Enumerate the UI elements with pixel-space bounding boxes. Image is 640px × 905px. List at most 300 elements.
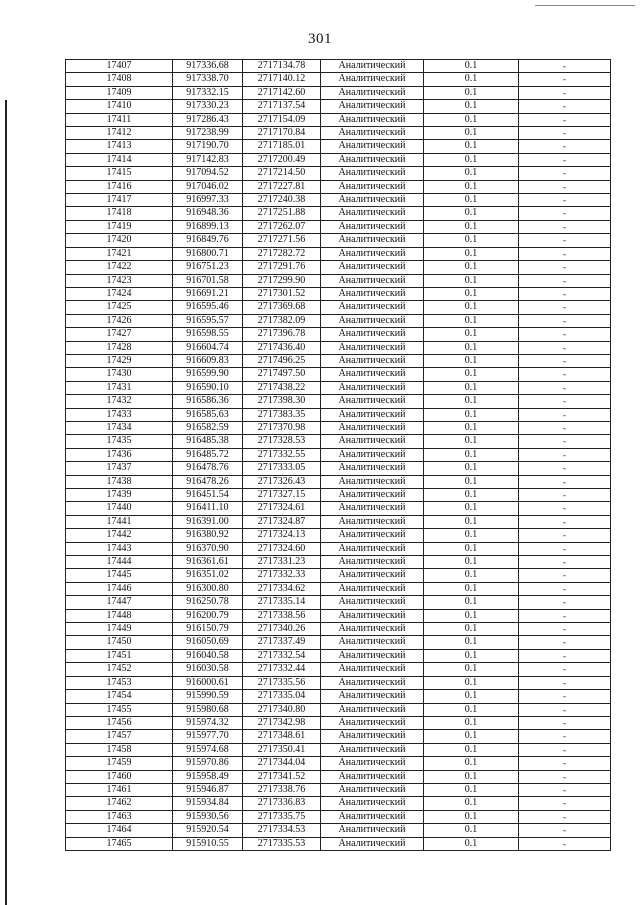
table-row	[66, 140, 611, 153]
point-number-cell: 17458	[66, 743, 173, 756]
point-number-cell: 17407	[66, 60, 173, 73]
y-coordinate-cell: 2717383.35	[243, 408, 321, 421]
point-number-cell: 17417	[66, 194, 173, 207]
point-number-cell: 17429	[66, 354, 173, 367]
y-coordinate-cell: 2717497.50	[243, 368, 321, 381]
x-coordinate-cell: 916899.13	[173, 220, 243, 233]
x-coordinate-cell: 917332.15	[173, 86, 243, 99]
accuracy-cell: 0.1	[424, 408, 519, 421]
point-number-cell: 17423	[66, 274, 173, 287]
coordinates-table	[65, 59, 611, 851]
accuracy-cell: 0.1	[424, 301, 519, 314]
note-cell: -	[519, 542, 611, 555]
note-cell: -	[519, 234, 611, 247]
table-row	[66, 824, 611, 837]
accuracy-cell: 0.1	[424, 783, 519, 796]
y-coordinate-cell: 2717338.56	[243, 609, 321, 622]
y-coordinate-cell: 2717398.30	[243, 395, 321, 408]
point-number-cell: 17411	[66, 113, 173, 126]
note-cell: -	[519, 341, 611, 354]
accuracy-cell: 0.1	[424, 743, 519, 756]
x-coordinate-cell: 916586.36	[173, 395, 243, 408]
y-coordinate-cell: 2717301.52	[243, 287, 321, 300]
note-cell: -	[519, 274, 611, 287]
y-coordinate-cell: 2717338.76	[243, 783, 321, 796]
accuracy-cell: 0.1	[424, 73, 519, 86]
x-coordinate-cell: 916351.02	[173, 569, 243, 582]
point-number-cell: 17435	[66, 435, 173, 448]
x-coordinate-cell: 916200.79	[173, 609, 243, 622]
table-row	[66, 542, 611, 555]
x-coordinate-cell: 916595.46	[173, 301, 243, 314]
y-coordinate-cell: 2717335.75	[243, 810, 321, 823]
method-cell: Аналитический	[321, 783, 424, 796]
table-row	[66, 582, 611, 595]
method-cell: Аналитический	[321, 140, 424, 153]
x-coordinate-cell: 915974.32	[173, 716, 243, 729]
point-number-cell: 17409	[66, 86, 173, 99]
table-row	[66, 462, 611, 475]
note-cell: -	[519, 220, 611, 233]
y-coordinate-cell: 2717344.04	[243, 757, 321, 770]
left-margin-mark	[5, 100, 7, 905]
table-row	[66, 261, 611, 274]
accuracy-cell: 0.1	[424, 569, 519, 582]
x-coordinate-cell: 916599.90	[173, 368, 243, 381]
note-cell: -	[519, 180, 611, 193]
x-coordinate-cell: 916040.58	[173, 649, 243, 662]
point-number-cell: 17461	[66, 783, 173, 796]
accuracy-cell: 0.1	[424, 448, 519, 461]
y-coordinate-cell: 2717324.87	[243, 515, 321, 528]
method-cell: Аналитический	[321, 301, 424, 314]
accuracy-cell: 0.1	[424, 757, 519, 770]
note-cell: -	[519, 596, 611, 609]
note-cell: -	[519, 354, 611, 367]
table-row	[66, 274, 611, 287]
note-cell: -	[519, 448, 611, 461]
method-cell: Аналитический	[321, 569, 424, 582]
method-cell: Аналитический	[321, 502, 424, 515]
note-cell: -	[519, 502, 611, 515]
method-cell: Аналитический	[321, 207, 424, 220]
point-number-cell: 17424	[66, 287, 173, 300]
x-coordinate-cell: 916411.10	[173, 502, 243, 515]
note-cell: -	[519, 261, 611, 274]
method-cell: Аналитический	[321, 690, 424, 703]
x-coordinate-cell: 915970.86	[173, 757, 243, 770]
x-coordinate-cell: 917336.68	[173, 60, 243, 73]
table-row	[66, 596, 611, 609]
x-coordinate-cell: 916701.58	[173, 274, 243, 287]
point-number-cell: 17457	[66, 730, 173, 743]
accuracy-cell: 0.1	[424, 261, 519, 274]
y-coordinate-cell: 2717340.80	[243, 703, 321, 716]
point-number-cell: 17422	[66, 261, 173, 274]
point-number-cell: 17447	[66, 596, 173, 609]
accuracy-cell: 0.1	[424, 716, 519, 729]
y-coordinate-cell: 2717227.81	[243, 180, 321, 193]
method-cell: Аналитический	[321, 636, 424, 649]
x-coordinate-cell: 915990.59	[173, 690, 243, 703]
x-coordinate-cell: 917330.23	[173, 100, 243, 113]
note-cell: -	[519, 690, 611, 703]
method-cell: Аналитический	[321, 743, 424, 756]
table-row	[66, 810, 611, 823]
method-cell: Аналитический	[321, 462, 424, 475]
method-cell: Аналитический	[321, 475, 424, 488]
method-cell: Аналитический	[321, 127, 424, 140]
table-row	[66, 328, 611, 341]
accuracy-cell: 0.1	[424, 194, 519, 207]
x-coordinate-cell: 916300.80	[173, 582, 243, 595]
y-coordinate-cell: 2717332.44	[243, 663, 321, 676]
y-coordinate-cell: 2717140.12	[243, 73, 321, 86]
method-cell: Аналитический	[321, 247, 424, 260]
method-cell: Аналитический	[321, 234, 424, 247]
table-row	[66, 180, 611, 193]
table-row	[66, 609, 611, 622]
y-coordinate-cell: 2717334.62	[243, 582, 321, 595]
accuracy-cell: 0.1	[424, 502, 519, 515]
x-coordinate-cell: 916000.61	[173, 676, 243, 689]
x-coordinate-cell: 916582.59	[173, 421, 243, 434]
point-number-cell: 17419	[66, 220, 173, 233]
table-row	[66, 435, 611, 448]
method-cell: Аналитический	[321, 663, 424, 676]
table-row	[66, 783, 611, 796]
page-number: 301	[308, 31, 332, 47]
note-cell: -	[519, 730, 611, 743]
point-number-cell: 17414	[66, 153, 173, 166]
x-coordinate-cell: 916478.26	[173, 475, 243, 488]
table-row	[66, 194, 611, 207]
point-number-cell: 17454	[66, 690, 173, 703]
note-cell: -	[519, 703, 611, 716]
x-coordinate-cell: 915920.54	[173, 824, 243, 837]
note-cell: -	[519, 100, 611, 113]
method-cell: Аналитический	[321, 649, 424, 662]
note-cell: -	[519, 328, 611, 341]
point-number-cell: 17420	[66, 234, 173, 247]
method-cell: Аналитический	[321, 703, 424, 716]
accuracy-cell: 0.1	[424, 703, 519, 716]
method-cell: Аналитический	[321, 609, 424, 622]
point-number-cell: 17412	[66, 127, 173, 140]
table-row	[66, 100, 611, 113]
y-coordinate-cell: 2717335.04	[243, 690, 321, 703]
point-number-cell: 17456	[66, 716, 173, 729]
method-cell: Аналитический	[321, 113, 424, 126]
accuracy-cell: 0.1	[424, 328, 519, 341]
method-cell: Аналитический	[321, 368, 424, 381]
table-row	[66, 730, 611, 743]
table-row	[66, 757, 611, 770]
note-cell: -	[519, 475, 611, 488]
accuracy-cell: 0.1	[424, 341, 519, 354]
method-cell: Аналитический	[321, 194, 424, 207]
point-number-cell: 17452	[66, 663, 173, 676]
accuracy-cell: 0.1	[424, 100, 519, 113]
method-cell: Аналитический	[321, 448, 424, 461]
table-row	[66, 529, 611, 542]
table-row	[66, 703, 611, 716]
y-coordinate-cell: 2717335.53	[243, 837, 321, 850]
method-cell: Аналитический	[321, 274, 424, 287]
method-cell: Аналитический	[321, 408, 424, 421]
accuracy-cell: 0.1	[424, 730, 519, 743]
table-row	[66, 247, 611, 260]
note-cell: -	[519, 153, 611, 166]
accuracy-cell: 0.1	[424, 274, 519, 287]
method-cell: Аналитический	[321, 582, 424, 595]
y-coordinate-cell: 2717396.78	[243, 328, 321, 341]
table-row	[66, 636, 611, 649]
accuracy-cell: 0.1	[424, 824, 519, 837]
note-cell: -	[519, 462, 611, 475]
method-cell: Аналитический	[321, 73, 424, 86]
accuracy-cell: 0.1	[424, 180, 519, 193]
table-row	[66, 797, 611, 810]
y-coordinate-cell: 2717134.78	[243, 60, 321, 73]
note-cell: -	[519, 569, 611, 582]
note-cell: -	[519, 60, 611, 73]
method-cell: Аналитический	[321, 180, 424, 193]
accuracy-cell: 0.1	[424, 596, 519, 609]
point-number-cell: 17430	[66, 368, 173, 381]
point-number-cell: 17416	[66, 180, 173, 193]
accuracy-cell: 0.1	[424, 140, 519, 153]
table-row	[66, 716, 611, 729]
table-body	[66, 60, 611, 851]
y-coordinate-cell: 2717332.54	[243, 649, 321, 662]
point-number-cell: 17425	[66, 301, 173, 314]
x-coordinate-cell: 916598.55	[173, 328, 243, 341]
table-row	[66, 676, 611, 689]
accuracy-cell: 0.1	[424, 60, 519, 73]
point-number-cell: 17459	[66, 757, 173, 770]
point-number-cell: 17444	[66, 556, 173, 569]
point-number-cell: 17465	[66, 837, 173, 850]
accuracy-cell: 0.1	[424, 529, 519, 542]
table-row	[66, 502, 611, 515]
y-coordinate-cell: 2717262.07	[243, 220, 321, 233]
x-coordinate-cell: 915977.70	[173, 730, 243, 743]
accuracy-cell: 0.1	[424, 368, 519, 381]
table-row	[66, 341, 611, 354]
x-coordinate-cell: 915958.49	[173, 770, 243, 783]
table-row	[66, 489, 611, 502]
point-number-cell: 17451	[66, 649, 173, 662]
table-row	[66, 395, 611, 408]
y-coordinate-cell: 2717370.98	[243, 421, 321, 434]
y-coordinate-cell: 2717251.88	[243, 207, 321, 220]
point-number-cell: 17439	[66, 489, 173, 502]
note-cell: -	[519, 167, 611, 180]
note-cell: -	[519, 529, 611, 542]
table-row	[66, 314, 611, 327]
y-coordinate-cell: 2717154.09	[243, 113, 321, 126]
point-number-cell: 17408	[66, 73, 173, 86]
point-number-cell: 17441	[66, 515, 173, 528]
table-row	[66, 354, 611, 367]
x-coordinate-cell: 916585.63	[173, 408, 243, 421]
point-number-cell: 17434	[66, 421, 173, 434]
method-cell: Аналитический	[321, 435, 424, 448]
x-coordinate-cell: 917238.99	[173, 127, 243, 140]
accuracy-cell: 0.1	[424, 690, 519, 703]
y-coordinate-cell: 2717331.23	[243, 556, 321, 569]
method-cell: Аналитический	[321, 354, 424, 367]
point-number-cell: 17460	[66, 770, 173, 783]
note-cell: -	[519, 649, 611, 662]
y-coordinate-cell: 2717291.76	[243, 261, 321, 274]
x-coordinate-cell: 917094.52	[173, 167, 243, 180]
accuracy-cell: 0.1	[424, 207, 519, 220]
y-coordinate-cell: 2717271.56	[243, 234, 321, 247]
accuracy-cell: 0.1	[424, 287, 519, 300]
point-number-cell: 17446	[66, 582, 173, 595]
table-row	[66, 220, 611, 233]
table-row	[66, 475, 611, 488]
method-cell: Аналитический	[321, 167, 424, 180]
accuracy-cell: 0.1	[424, 556, 519, 569]
point-number-cell: 17436	[66, 448, 173, 461]
y-coordinate-cell: 2717382.09	[243, 314, 321, 327]
x-coordinate-cell: 917142.83	[173, 153, 243, 166]
point-number-cell: 17453	[66, 676, 173, 689]
x-coordinate-cell: 916370.90	[173, 542, 243, 555]
x-coordinate-cell: 916604.74	[173, 341, 243, 354]
y-coordinate-cell: 2717438.22	[243, 381, 321, 394]
point-number-cell: 17437	[66, 462, 173, 475]
table-row	[66, 113, 611, 126]
note-cell: -	[519, 556, 611, 569]
table-row	[66, 663, 611, 676]
note-cell: -	[519, 287, 611, 300]
method-cell: Аналитический	[321, 515, 424, 528]
table-row	[66, 86, 611, 99]
method-cell: Аналитический	[321, 261, 424, 274]
accuracy-cell: 0.1	[424, 475, 519, 488]
table-row	[66, 234, 611, 247]
x-coordinate-cell: 916948.36	[173, 207, 243, 220]
table-row	[66, 153, 611, 166]
y-coordinate-cell: 2717335.14	[243, 596, 321, 609]
y-coordinate-cell: 2717170.84	[243, 127, 321, 140]
table-row	[66, 60, 611, 73]
y-coordinate-cell: 2717324.60	[243, 542, 321, 555]
method-cell: Аналитический	[321, 676, 424, 689]
accuracy-cell: 0.1	[424, 676, 519, 689]
table-row	[66, 569, 611, 582]
method-cell: Аналитический	[321, 824, 424, 837]
table-row	[66, 167, 611, 180]
method-cell: Аналитический	[321, 153, 424, 166]
y-coordinate-cell: 2717350.41	[243, 743, 321, 756]
y-coordinate-cell: 2717214.50	[243, 167, 321, 180]
table-row	[66, 770, 611, 783]
method-cell: Аналитический	[321, 757, 424, 770]
accuracy-cell: 0.1	[424, 167, 519, 180]
note-cell: -	[519, 743, 611, 756]
accuracy-cell: 0.1	[424, 381, 519, 394]
x-coordinate-cell: 915930.56	[173, 810, 243, 823]
y-coordinate-cell: 2717369.68	[243, 301, 321, 314]
x-coordinate-cell: 915934.84	[173, 797, 243, 810]
method-cell: Аналитический	[321, 287, 424, 300]
note-cell: -	[519, 609, 611, 622]
point-number-cell: 17464	[66, 824, 173, 837]
method-cell: Аналитический	[321, 730, 424, 743]
y-coordinate-cell: 2717335.56	[243, 676, 321, 689]
note-cell: -	[519, 395, 611, 408]
table-row	[66, 690, 611, 703]
method-cell: Аналитический	[321, 797, 424, 810]
note-cell: -	[519, 301, 611, 314]
note-cell: -	[519, 73, 611, 86]
x-coordinate-cell: 916050.69	[173, 636, 243, 649]
table-row	[66, 301, 611, 314]
table-row	[66, 743, 611, 756]
accuracy-cell: 0.1	[424, 797, 519, 810]
note-cell: -	[519, 837, 611, 850]
y-coordinate-cell: 2717142.60	[243, 86, 321, 99]
y-coordinate-cell: 2717137.54	[243, 100, 321, 113]
note-cell: -	[519, 716, 611, 729]
table-row	[66, 623, 611, 636]
y-coordinate-cell: 2717341.52	[243, 770, 321, 783]
x-coordinate-cell: 916751.23	[173, 261, 243, 274]
x-coordinate-cell: 916478.76	[173, 462, 243, 475]
x-coordinate-cell: 917046.02	[173, 180, 243, 193]
x-coordinate-cell: 916691.21	[173, 287, 243, 300]
method-cell: Аналитический	[321, 556, 424, 569]
accuracy-cell: 0.1	[424, 489, 519, 502]
point-number-cell: 17442	[66, 529, 173, 542]
accuracy-cell: 0.1	[424, 623, 519, 636]
point-number-cell: 17418	[66, 207, 173, 220]
accuracy-cell: 0.1	[424, 354, 519, 367]
y-coordinate-cell: 2717436.40	[243, 341, 321, 354]
method-cell: Аналитический	[321, 542, 424, 555]
accuracy-cell: 0.1	[424, 314, 519, 327]
method-cell: Аналитический	[321, 810, 424, 823]
table-row	[66, 408, 611, 421]
table-row	[66, 448, 611, 461]
note-cell: -	[519, 381, 611, 394]
method-cell: Аналитический	[321, 529, 424, 542]
point-number-cell: 17421	[66, 247, 173, 260]
method-cell: Аналитический	[321, 220, 424, 233]
y-coordinate-cell: 2717332.33	[243, 569, 321, 582]
method-cell: Аналитический	[321, 381, 424, 394]
y-coordinate-cell: 2717200.49	[243, 153, 321, 166]
note-cell: -	[519, 113, 611, 126]
method-cell: Аналитический	[321, 837, 424, 850]
note-cell: -	[519, 421, 611, 434]
x-coordinate-cell: 916485.72	[173, 448, 243, 461]
x-coordinate-cell: 916609.83	[173, 354, 243, 367]
note-cell: -	[519, 194, 611, 207]
note-cell: -	[519, 247, 611, 260]
x-coordinate-cell: 916250.78	[173, 596, 243, 609]
y-coordinate-cell: 2717240.38	[243, 194, 321, 207]
note-cell: -	[519, 810, 611, 823]
accuracy-cell: 0.1	[424, 395, 519, 408]
note-cell: -	[519, 770, 611, 783]
note-cell: -	[519, 757, 611, 770]
